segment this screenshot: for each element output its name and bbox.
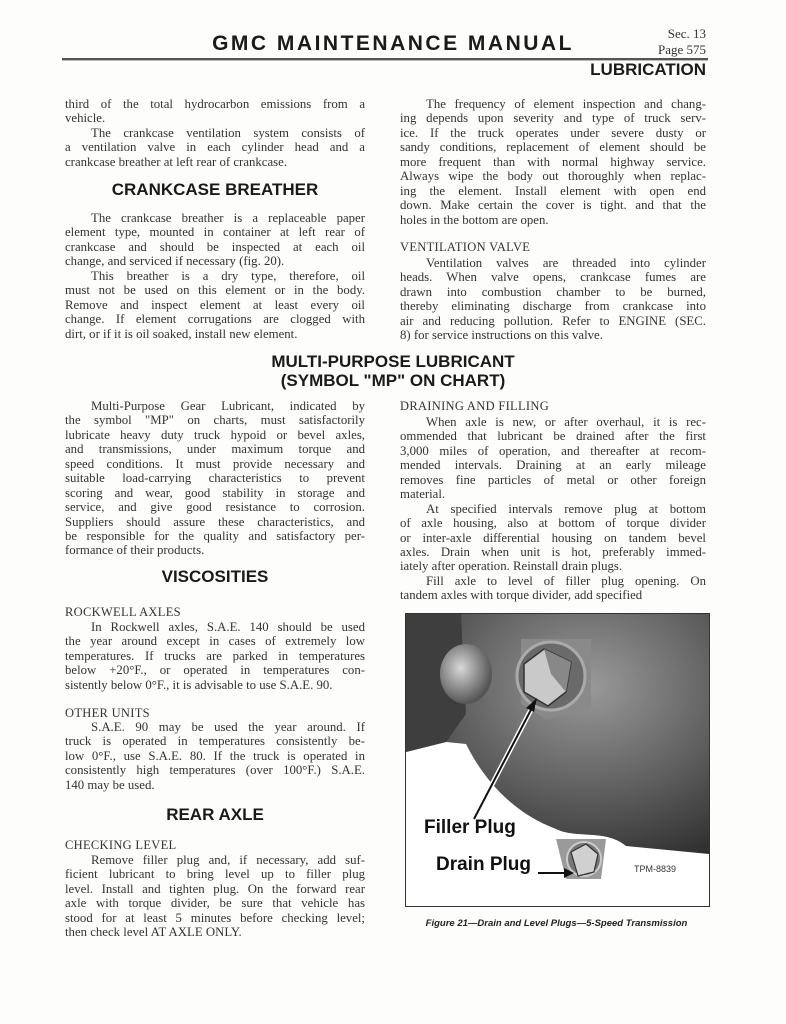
text-line: and transmissions, under maximum torque and	[65, 442, 365, 457]
text-line: must not be used on this element or in the body.	[65, 283, 365, 298]
text-line: of axle housing, also at bottom of torque divider	[400, 516, 706, 531]
text-line: ice. If the truck operates under severe dusty or	[400, 125, 706, 140]
heading-multi-purpose: MULTI-PURPOSE LUBRICANT	[271, 352, 515, 371]
text-line: This breather is a dry type, therefore, oil	[91, 268, 365, 283]
text-line: 3,000 miles of operation, and thereafter at recom-	[400, 443, 706, 458]
text-line: formance of their products.	[65, 543, 205, 558]
text-line: thereby eliminating discharge from crankcase into	[400, 299, 706, 314]
text-line: suitable load-carrying characteristics to prevent	[65, 471, 365, 486]
heading-crankcase-breather: CRANKCASE BREATHER	[111, 180, 319, 199]
text-line: drawn into combustion chamber to be burned,	[400, 284, 706, 299]
paragraph	[400, 502, 706, 574]
paragraph	[65, 97, 365, 126]
text-line: or inter-axle differential housing on tandem bevel	[400, 530, 706, 545]
text-line: Remove filler plug and, if necessary, add suf-	[91, 853, 365, 867]
paragraph	[400, 256, 706, 343]
subheading-ventilation-valve: VENTILATION VALVE	[400, 240, 531, 254]
text-line: axles. Drain when unit is hot, preferably immed-	[400, 544, 706, 559]
breather-text	[65, 211, 365, 341]
text-line: level. Install and tighten plug. On the forward rear	[65, 881, 365, 896]
text-line: When axle is new, or after overhaul, it is rec-	[426, 415, 706, 429]
text-line: crankcase and should be inspected at each oil	[65, 239, 365, 254]
text-line: 140 may be used.	[65, 777, 155, 792]
text-line: down. Make certain the cover is tight. and that the	[400, 198, 706, 213]
text-line: service, and give good resistance to corrosion.	[65, 500, 365, 515]
text-line: temperatures. If trucks are parked in temperatures	[65, 648, 365, 663]
text-line: air and reducing pollution. Refer to ENGINE (SEC.	[400, 313, 706, 328]
text-line: heads. When valve opens, crankcase fumes are	[400, 270, 706, 285]
page-number: Page 575	[657, 42, 706, 57]
text-line: ing the element. Install element with open end	[400, 183, 706, 198]
paragraph	[65, 853, 365, 940]
text-line: Ventilation valves are threaded into cylinder	[426, 256, 706, 270]
manual-title: GMC MAINTENANCE MANUAL	[212, 32, 574, 55]
text-line: truck is operated in temperatures consistently be-	[65, 734, 365, 749]
text-line: axle with torque divider, be sure that vehicle has	[65, 896, 365, 911]
chapter-title: LUBRICATION	[590, 60, 706, 79]
text-line: change. If element corrugations are clogged with	[65, 312, 365, 327]
text-line: stood for at least 5 minutes before checking level;	[65, 910, 365, 925]
figure-caption: Figure 21—Drain and Level Plugs—5-Speed Transmission	[425, 918, 688, 929]
heading-viscosities: VISCOSITIES	[161, 567, 269, 586]
paragraph	[65, 211, 365, 269]
rockwell-text	[65, 620, 365, 692]
text-line: sandy conditions, replacement of element should be	[400, 140, 706, 155]
text-line: lubricate heavy duty truck hypoid or bevel axles,	[65, 427, 365, 442]
text-line: consistently high temperatures (over 100°F.) S.A.E.	[65, 763, 365, 778]
checking-level-text	[65, 853, 365, 940]
subheading-other-units: OTHER UNITS	[65, 706, 150, 720]
text-line: a ventilation valve in each cylinder head and a	[65, 140, 365, 155]
text-line: material.	[400, 487, 446, 502]
text-line: vehicle.	[65, 111, 106, 126]
heading-symbol-mp: (SYMBOL "MP" ON CHART)	[280, 371, 506, 390]
subheading-draining: DRAINING AND FILLING	[400, 399, 550, 413]
other-units-text	[65, 720, 365, 792]
text-line: iately after operation. Reinstall drain plugs.	[400, 559, 623, 574]
text-line: below +20°F., or operated in temperatures con-	[65, 663, 365, 678]
intro-right-text	[400, 97, 706, 227]
intro-left-text	[65, 97, 365, 169]
paragraph	[400, 415, 706, 502]
paragraph	[65, 399, 365, 558]
figure-21-photo	[405, 613, 710, 907]
text-line: Multi-Purpose Gear Lubricant, indicated by	[91, 399, 365, 413]
text-line: At specified intervals remove plug at bottom	[426, 501, 706, 516]
text-line: sistently below 0°F., it is advisable to use S.A.E. 90.	[65, 677, 333, 692]
text-line: the year around except in cases of extremely low	[65, 634, 365, 649]
text-line: third of the total hydrocarbon emissions from a	[65, 97, 365, 111]
text-line: change, and serviced if necessary (fig. 20).	[65, 254, 285, 269]
text-line: S.A.E. 90 may be used the year around. If	[91, 720, 365, 734]
drain-plug-label: Drain Plug	[436, 854, 532, 875]
text-line: The crankcase ventilation system consists of	[91, 125, 365, 140]
text-line: removes fine particles of metal or other foreign	[400, 472, 706, 487]
text-line: ficient lubricant to bring level up to filler plug	[65, 867, 365, 882]
text-line: speed conditions. It must provide necessary and	[65, 456, 365, 471]
text-line: Fill axle to level of filler plug opening. On	[426, 573, 706, 588]
text-line: ommended that lubricant be drained after the first	[400, 429, 706, 444]
text-line: the symbol "MP" on charts, must satisfactorily	[65, 413, 365, 428]
text-line: Remove and inspect element at least every oil	[65, 297, 365, 312]
text-line: ing depends upon severity and type of truck serv-	[400, 111, 706, 126]
mp-text	[65, 399, 365, 558]
subheading-checking-level: CHECKING LEVEL	[65, 838, 177, 852]
text-line: The frequency of element inspection and chang-	[426, 97, 706, 111]
paragraph	[65, 720, 365, 792]
paragraph	[65, 126, 365, 169]
section-number: Sec. 13	[667, 26, 706, 41]
text-line: In Rockwell axles, S.A.E. 140 should be used	[91, 620, 365, 634]
text-line: then check level AT AXLE ONLY.	[65, 925, 242, 940]
text-line: be responsible for the quality and satisfactory per-	[65, 528, 365, 543]
ventilation-text	[400, 256, 706, 343]
text-line: element type, mounted in container at left rear of	[65, 225, 365, 240]
paragraph	[65, 269, 365, 341]
text-line: Suppliers should assure these characteristics, and	[65, 514, 365, 529]
text-line: holes in the bottom are open.	[400, 212, 549, 227]
figure-code: TPM-8839	[634, 864, 677, 874]
paragraph	[400, 574, 706, 603]
text-line: mended intervals. Draining at an early mileage	[400, 458, 706, 473]
text-line: crankcase breather at left rear of crankcase.	[65, 154, 288, 169]
subheading-rockwell: ROCKWELL AXLES	[65, 605, 181, 619]
text-line: low 0°F., use S.A.E. 80. If the truck is operated in	[65, 748, 365, 763]
draining-text	[400, 415, 706, 603]
text-line: dirt, or if it is oil soaked, install new element.	[65, 326, 298, 341]
paragraph	[400, 97, 706, 227]
filler-plug-label: Filler Plug	[424, 817, 516, 838]
text-line: 8) for service instructions on this valve.	[400, 328, 603, 343]
text-line: The crankcase breather is a replaceable paper	[91, 211, 365, 225]
text-line: tandem axles with torque divider, add specified	[400, 588, 643, 603]
heading-rear-axle: REAR AXLE	[166, 805, 264, 824]
text-line: more frequent than with normal highway service.	[400, 154, 706, 169]
text-line: Always wipe the body out thoroughly when replac-	[400, 169, 706, 184]
text-line: scoring and wear, good stability in storage and	[65, 485, 365, 500]
section-page-info	[658, 26, 706, 58]
paragraph	[65, 620, 365, 692]
